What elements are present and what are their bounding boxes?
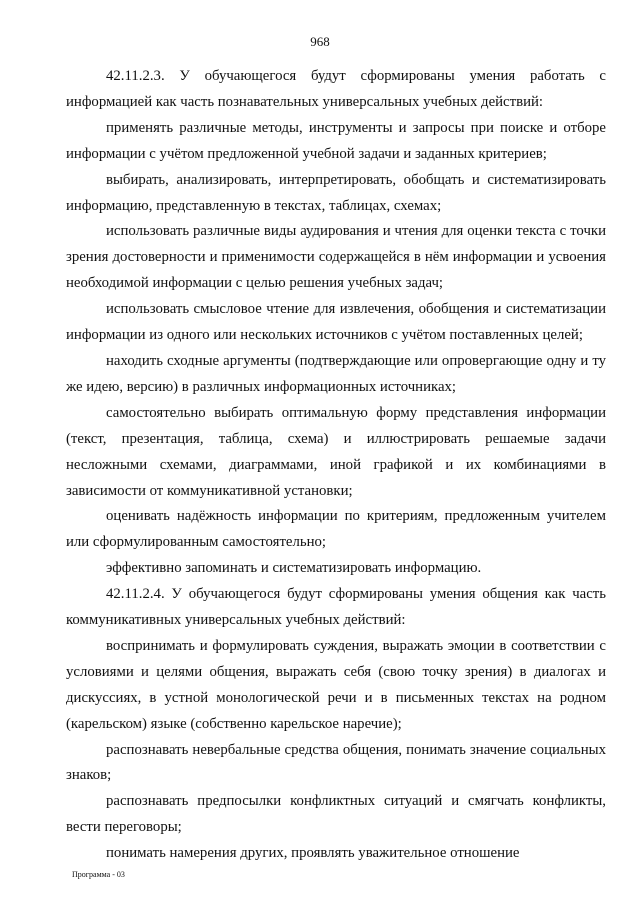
skill-paragraph: самостоятельно выбирать оптимальную форму представления информации (текст, презентация, таблица, схема) и иллюстрировать решаемые задачи несложными схемами, диаграммами, иной графикой и их комбинациями в зависимости от коммуникативной установки; <box>66 404 606 499</box>
skill-paragraph: применять различные методы, инструменты и запросы при поиске и отборе информации с учётом предложенной учебной задачи и заданных критериев; <box>66 119 606 162</box>
page-number: 968 <box>310 34 330 49</box>
skill-paragraph: использовать различные виды аудирования и чтения для оценки текста с точки зрения достоверности и применимости содержащейся в нём информации и усвоения необходимой информации с целью решения учебных задач; <box>66 223 606 292</box>
footer-program-label: Программа - 03 <box>72 870 125 879</box>
skill-paragraph: находить сходные аргументы (подтверждающие или опровергающие одну и ту же идею, версию) в различных информационных источниках; <box>66 352 606 395</box>
section-heading-42-11-2-4: 42.11.2.4. У обучающегося будут сформированы умения общения как часть коммуникативных универсальных учебных действий: <box>66 586 606 629</box>
skill-paragraph: выбирать, анализировать, интерпретировать, обобщать и систематизировать информацию, представленную в текстах, таблицах, схемах; <box>66 171 606 214</box>
skill-paragraph: использовать смысловое чтение для извлечения, обобщения и систематизации информации из одного или нескольких источников с учётом поставленных целей; <box>66 301 606 344</box>
skill-paragraph: воспринимать и формулировать суждения, выражать эмоции в соответствии с условиями и целями общения, выражать себя (свою точку зрения) в диалогах и дискуссиях, в устной монологической речи и в письменных текстах на родном (карельском) языке (собственно карельское наречие); <box>66 637 606 732</box>
skill-paragraph: оценивать надёжность информации по критериям, предложенным учителем или сформулированным самостоятельно; <box>66 508 606 551</box>
section-heading-42-11-2-3: 42.11.2.3. У обучающегося будут сформированы умения работать с информацией как часть познавательных универсальных учебных действий: <box>66 68 606 110</box>
skill-paragraph: эффективно запоминать и систематизировать информацию. <box>106 560 482 577</box>
skill-paragraph: распознавать предпосылки конфликтных ситуаций и смягчать конфликты, вести переговоры; <box>66 793 606 836</box>
body-text <box>66 64 606 867</box>
skill-paragraph: распознавать невербальные средства общения, понимать значение социальных знаков; <box>66 741 606 784</box>
skill-paragraph: понимать намерения других, проявлять уважительное отношение <box>106 845 520 862</box>
